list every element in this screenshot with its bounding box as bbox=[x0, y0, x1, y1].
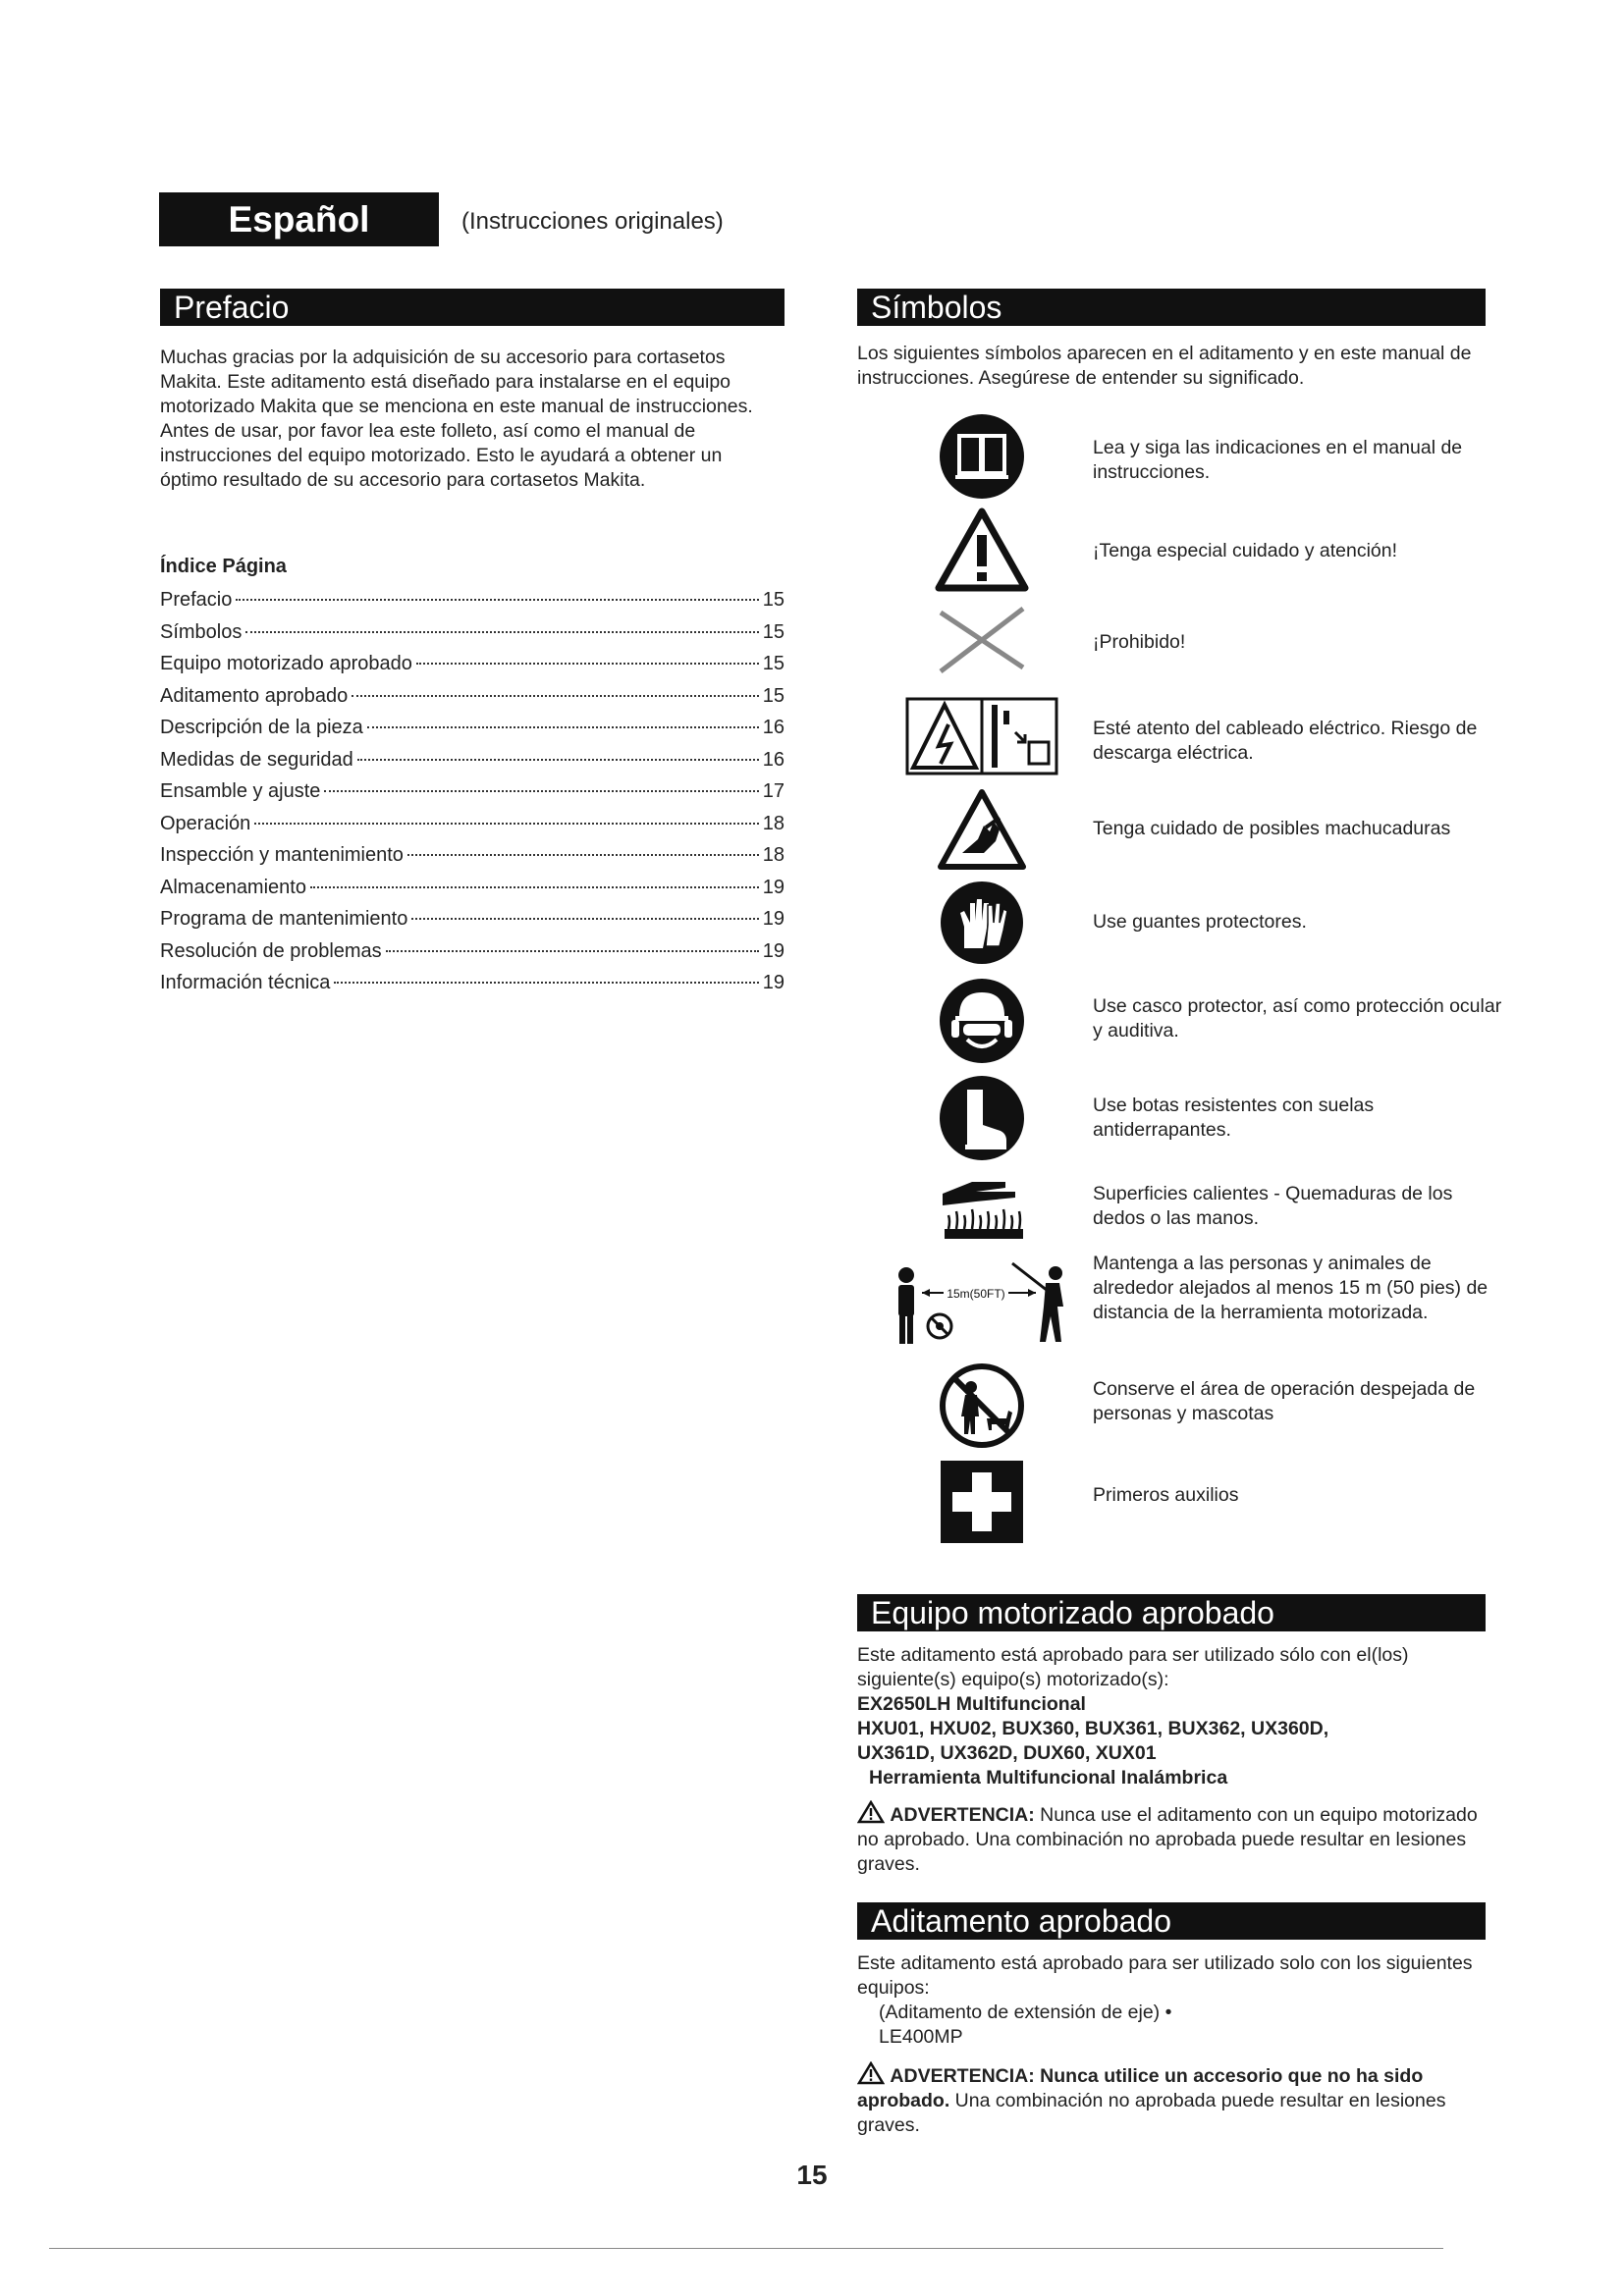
approved-model-line-2: HXU01, HXU02, BUX360, BUX361, BUX362, UX360D, bbox=[857, 1718, 1329, 1739]
approved-model-line-1: EX2650LH Multifuncional bbox=[857, 1693, 1086, 1715]
symbol-row bbox=[857, 1170, 1486, 1249]
toc-entry bbox=[160, 908, 785, 940]
toc-entry-label: Prefacio bbox=[160, 589, 233, 611]
toc-leader-dots bbox=[334, 982, 758, 984]
approved-power-warning bbox=[857, 1800, 1486, 1877]
electric-cable-hazard-icon bbox=[889, 695, 1075, 777]
approved-attachment-warning bbox=[857, 2061, 1486, 2138]
toc-leader-dots bbox=[416, 663, 759, 665]
toc-entry bbox=[160, 844, 785, 877]
approved-power-heading: Equipo motorizado aprobado bbox=[857, 1594, 1486, 1631]
symbol-text: Lea y siga las indicaciones en el manual de instrucciones. bbox=[1093, 437, 1463, 483]
toc-entry-label: Operación bbox=[160, 812, 251, 834]
symbol-text: Use casco protector, así como protección ocular y auditiva. bbox=[1093, 995, 1502, 1041]
toc-entry-label: Resolución de problemas bbox=[160, 939, 382, 962]
toc-entry-page: 17 bbox=[762, 780, 785, 802]
toc-entry-page: 19 bbox=[762, 876, 785, 898]
symbol-row bbox=[857, 412, 1486, 501]
prohibited-cross-icon bbox=[908, 601, 1056, 679]
symbol-text: ¡Prohibido! bbox=[1093, 631, 1186, 653]
warning-triangle-icon bbox=[908, 506, 1056, 594]
toc-entry bbox=[160, 813, 785, 845]
toc-entry-label: Ensamble y ajuste bbox=[160, 780, 321, 802]
symbol-row bbox=[857, 1074, 1486, 1162]
preface-paragraph-1: Muchas gracias por la adquisición de su accesorio para cortasetos Makita. Este aditamento está diseñado para instalarse en el equipo motorizado Makita que se menciona en este manual de instrucciones. bbox=[160, 347, 753, 417]
approved-model-line-3: UX361D, UX362D, DUX60, XUX01 bbox=[857, 1742, 1157, 1764]
toc-entry bbox=[160, 717, 785, 749]
distance-label: 15m(50FT) bbox=[947, 1287, 1005, 1301]
toc-leader-dots bbox=[254, 823, 758, 825]
table-of-contents bbox=[160, 589, 785, 1004]
approved-attachment-intro: Este aditamento está aprobado para ser utilizado solo con los siguientes equipos: bbox=[857, 1952, 1473, 1999]
toc-leader-dots bbox=[411, 918, 758, 920]
protective-gloves-icon bbox=[908, 879, 1056, 967]
approved-power-intro: Este aditamento está aprobado para ser utilizado sólo con el(los) siguiente(s) equipo(s) motorizado(s): bbox=[857, 1644, 1409, 1690]
toc-leader-dots bbox=[367, 726, 759, 728]
warning-triangle-icon bbox=[857, 1804, 885, 1826]
toc-entry-page: 15 bbox=[762, 589, 785, 611]
toc-entry-page: 19 bbox=[762, 939, 785, 962]
symbol-text: Conserve el área de operación despejada de personas y mascotas bbox=[1093, 1378, 1476, 1424]
warning-text: Una combinación no aprobada puede resultar en lesiones graves. bbox=[857, 2090, 1446, 2136]
toc-entry-label: Almacenamiento bbox=[160, 876, 306, 898]
attachment-item-2: LE400MP bbox=[879, 2026, 963, 2048]
symbol-row bbox=[857, 695, 1486, 777]
toc-leader-dots bbox=[310, 886, 759, 888]
toc-entry-page: 19 bbox=[762, 972, 785, 993]
distance-15m-icon bbox=[871, 1252, 1093, 1360]
toc-entry bbox=[160, 589, 785, 621]
approved-attachment-body bbox=[857, 1951, 1486, 2138]
toc-entry bbox=[160, 749, 785, 781]
symbol-text: Primeros auxilios bbox=[1093, 1484, 1239, 1506]
read-manual-icon bbox=[908, 412, 1056, 501]
toc-leader-dots bbox=[236, 599, 758, 601]
warning-label: ADVERTENCIA: bbox=[890, 1804, 1035, 1826]
symbol-row bbox=[857, 1252, 1489, 1360]
symbol-text: Superficies calientes - Quemaduras de los dedos o las manos. bbox=[1093, 1183, 1453, 1229]
approved-attachment-heading: Aditamento aprobado bbox=[857, 1902, 1486, 1940]
symbol-text: Mantenga a las personas y animales de alrededor alejados al menos 15 m (50 pies) de distancia de la herramienta motorizada. bbox=[1093, 1253, 1489, 1323]
symbol-text: Tenga cuidado de posibles machucaduras bbox=[1093, 818, 1451, 839]
toc-entry-label: Medidas de seguridad bbox=[160, 748, 353, 771]
toc-entry bbox=[160, 621, 785, 654]
symbols-heading: Símbolos bbox=[857, 289, 1486, 326]
toc-entry-page: 18 bbox=[762, 844, 785, 866]
approved-power-body bbox=[857, 1643, 1486, 1877]
toc-leader-dots bbox=[352, 695, 759, 697]
symbol-row bbox=[857, 785, 1486, 874]
toc-entry bbox=[160, 877, 785, 909]
toc-entry-label: Equipo motorizado aprobado bbox=[160, 653, 412, 674]
original-instructions-label: (Instrucciones originales) bbox=[461, 208, 724, 235]
warning-label: ADVERTENCIA: Nunca utilice un accesorio que no ha sido aprobado. bbox=[857, 2065, 1424, 2111]
toc-entry bbox=[160, 940, 785, 973]
toc-entry-page: 18 bbox=[762, 812, 785, 834]
hot-surface-hand-icon bbox=[908, 1170, 1056, 1249]
toc-entry-page: 19 bbox=[762, 908, 785, 930]
toc-entry bbox=[160, 972, 785, 1004]
crush-hazard-icon bbox=[908, 785, 1056, 874]
footer-divider bbox=[49, 2248, 1443, 2249]
symbol-row bbox=[857, 1362, 1486, 1450]
toc-entry-label: Información técnica bbox=[160, 972, 331, 993]
approved-model-line-4: Herramienta Multifuncional Inalámbrica bbox=[869, 1767, 1228, 1789]
no-people-pets-icon bbox=[908, 1362, 1056, 1450]
symbol-row bbox=[857, 601, 1486, 679]
symbol-text: Esté atento del cableado eléctrico. Riesgo de descarga eléctrica. bbox=[1093, 718, 1478, 764]
toc-entry-page: 16 bbox=[762, 748, 785, 771]
language-label: Español bbox=[159, 192, 439, 246]
toc-entry-page: 15 bbox=[762, 653, 785, 674]
first-aid-icon bbox=[908, 1458, 1056, 1546]
symbol-row bbox=[857, 506, 1486, 594]
symbol-row bbox=[857, 879, 1486, 967]
warning-triangle-icon bbox=[857, 2065, 885, 2087]
toc-leader-dots bbox=[357, 759, 759, 761]
toc-leader-dots bbox=[324, 790, 758, 792]
toc-entry-page: 15 bbox=[762, 620, 785, 643]
helmet-goggles-earmuffs-icon bbox=[908, 977, 1056, 1065]
symbols-intro: Los siguientes símbolos aparecen en el aditamento y en este manual de instrucciones. Asegúrese de entender su significado. bbox=[857, 343, 1472, 389]
symbol-row bbox=[857, 1458, 1486, 1546]
page-number: 15 bbox=[796, 2160, 828, 2190]
symbol-text: ¡Tenga especial cuidado y atención! bbox=[1093, 540, 1398, 561]
symbol-row bbox=[857, 977, 1502, 1065]
toc-entry-label: Programa de mantenimiento bbox=[160, 908, 408, 930]
toc-entry-label: Inspección y mantenimiento bbox=[160, 844, 404, 866]
preface-heading: Prefacio bbox=[160, 289, 785, 326]
symbol-text: Use guantes protectores. bbox=[1093, 911, 1307, 933]
safety-boots-icon bbox=[908, 1074, 1056, 1162]
toc-entry-page: 16 bbox=[762, 717, 785, 738]
toc-entry-label: Descripción de la pieza bbox=[160, 717, 363, 738]
index-title: Índice Página bbox=[160, 556, 287, 577]
symbol-text: Use botas resistentes con suelas antiderrapantes. bbox=[1093, 1095, 1375, 1141]
toc-leader-dots bbox=[386, 950, 759, 952]
attachment-item-1: (Aditamento de extensión de eje) • bbox=[879, 2002, 1172, 2023]
toc-leader-dots bbox=[245, 631, 758, 633]
warning-text: Nunca use el aditamento con un equipo motorizado no aprobado. Una combinación no aprobada puede resultar en lesiones graves. bbox=[857, 1804, 1478, 1875]
toc-leader-dots bbox=[407, 854, 759, 856]
toc-entry bbox=[160, 653, 785, 685]
toc-entry-label: Símbolos bbox=[160, 620, 243, 643]
preface-paragraph-2: Antes de usar, por favor lea este folleto, así como el manual de instrucciones del equipo motorizado. Esto le ayudará a obtener un óptimo resultado de su accesorio para cortasetos Makita. bbox=[160, 420, 723, 491]
toc-entry bbox=[160, 685, 785, 718]
toc-entry-page: 15 bbox=[762, 684, 785, 707]
toc-entry bbox=[160, 780, 785, 813]
preface-text bbox=[160, 346, 785, 493]
toc-entry-label: Aditamento aprobado bbox=[160, 684, 349, 707]
